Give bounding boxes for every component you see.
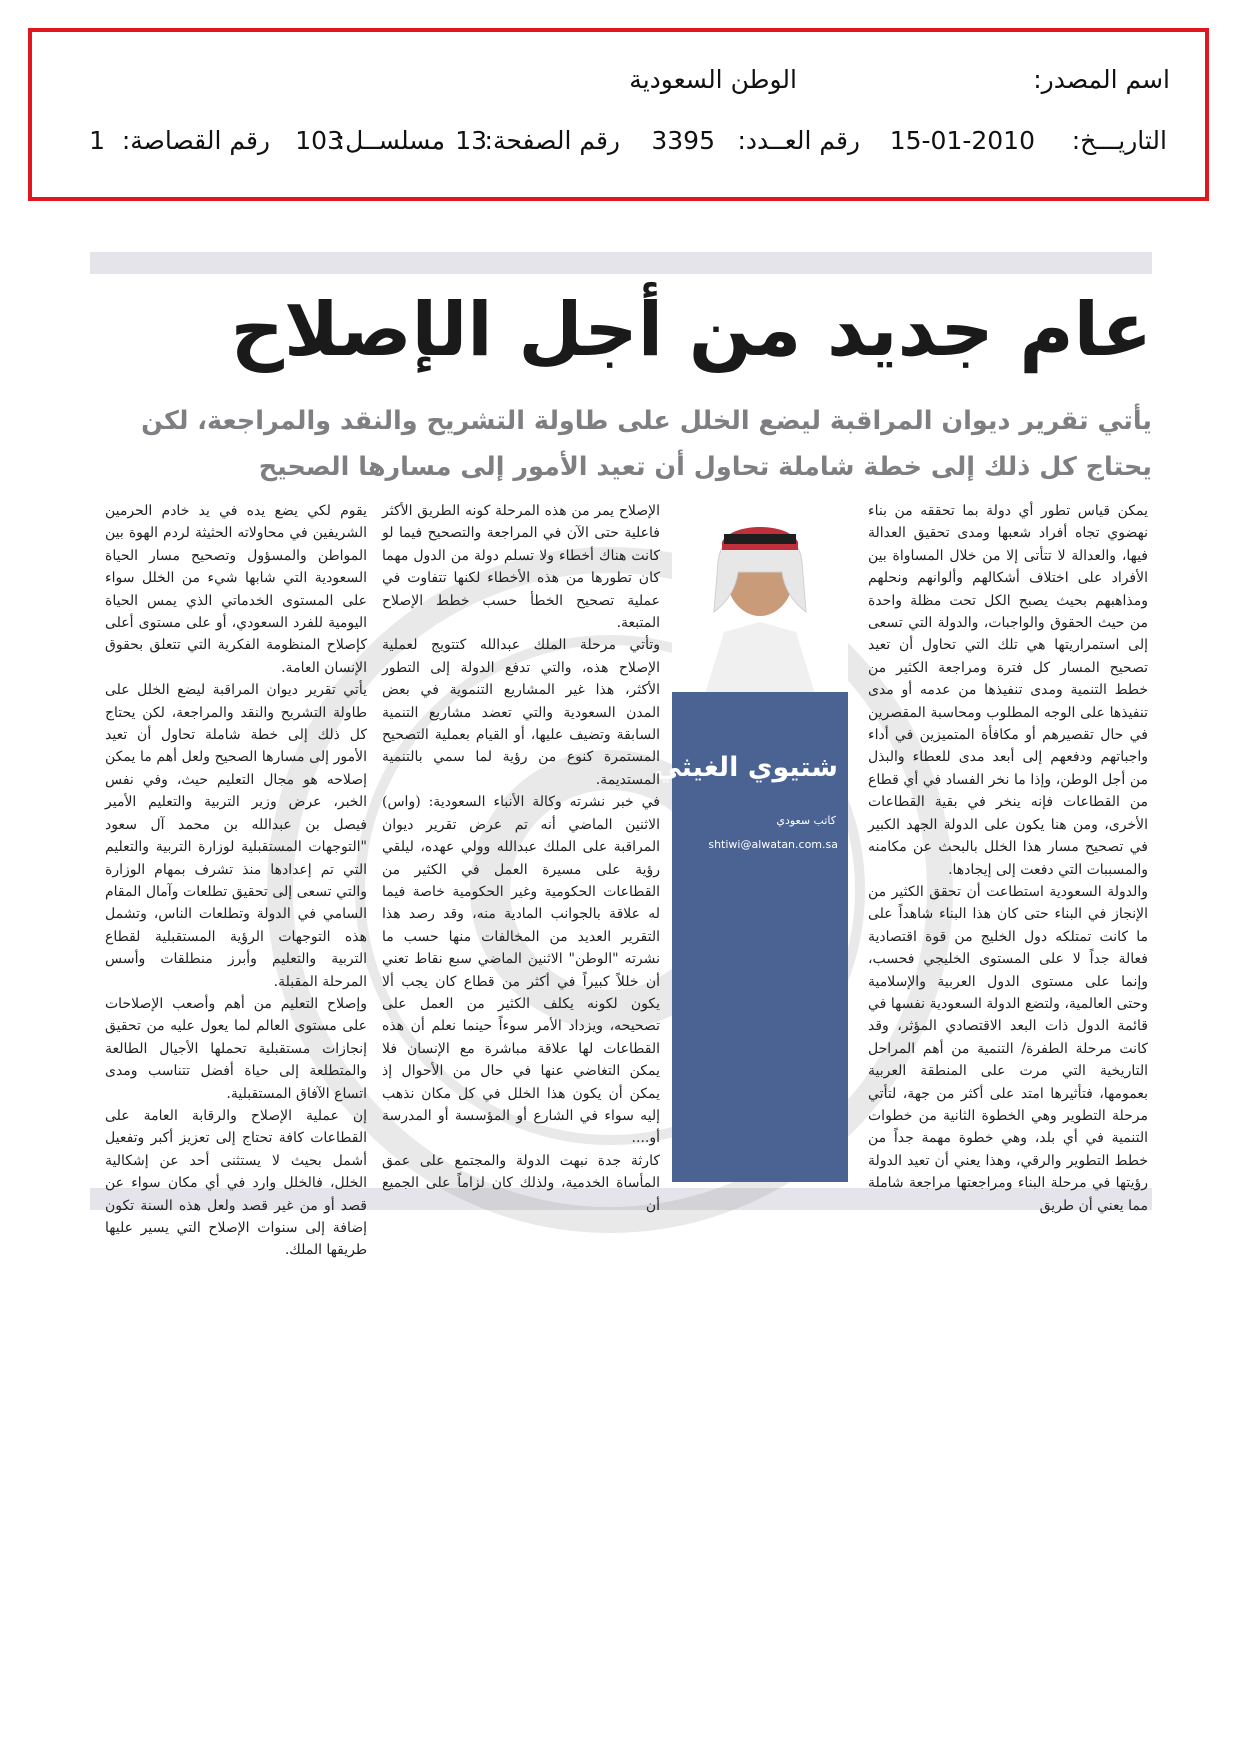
page-label: رقم الصفحة: [484, 126, 620, 155]
paragraph: يأتي تقرير ديوان المراقبة ليضع الخلل على طاولة التشريح والنقد والمراجعة، لكن يحتاج كل ذلك إلى خطة شاملة تحاول أن تعيد الأمور إلى مسارها الصحيح ولعل أهم ما يمكن إصلاحه هو مجال التعليم حيث، وفي نفس الخبر، عرض وزير التربية والتعليم الأمير فيصل بن عبدالله بن محمد آل سعود "التوجهات المستقبلية لوزارة التربية والتعليم التي تم إعدادها منذ تشرف بمهام الوزارة والتي تسعى إلى تحقيق تطلعات وآمال المقام السامي في الدولة وتطلعات الناس، وتشمل هذه التوجهات الرؤية المستقبلية لقطاع التربية والتعليم وأبرز منطلقات وأسس المرحلة المقبلة. [105, 682, 367, 990]
paragraph: في خبر نشرته وكالة الأنباء السعودية: (واس) الاثنين الماضي أنه تم عرض تقرير ديوان المراقبة على الملك عبدالله وولي عهده، ليلقي رؤية على مسيرة العمل في الكثير من القطاعات الحكومية وغير الحكومية خاصة فيما له علاقة بالجوانب المادية منه، وقد رصد هذا التقرير العديد من المخالفات منها حسب ما نشرته "الوطن" الاثنين الماضي سبع نقاط تعني أن خللاً كبيراً في أكثر من قطاع كان يجب ألا يكون لكونه يكلف الكثير من العمل على تصحيحه، ويزداد الأمر سوءاً حينما نعلم أن هذه القطاعات لها علاقة مباشرة مع الإنسان فلا يمكن التغاضي عنها في حال من الأحوال إذ يمكن أن يكون هذا الخلل في كل مكان نذهب إليه سواء في الشارع أو المؤسسة أو المدرسة أو.... [382, 794, 660, 1147]
paragraph: وإصلاح التعليم من أهم وأصعب الإصلاحات على مستوى العالم لما يعول عليه من تحقيق إنجازات مستقبلية تحملها الأجيال الطالعة والمتطلعة إلى حياة أفضل تتناسب ومدى اتساع الآفاق المستقبلية. [105, 995, 367, 1102]
author-role: كاتب سعودي [776, 814, 836, 827]
clip-label: رقم القصاصة: [121, 126, 270, 155]
source-value: الوطن السعودية [629, 65, 797, 94]
date-label: التاريـــخ: [1071, 126, 1167, 155]
source-row [32, 65, 1205, 105]
paragraph: يقوم لكي يضع يده في يد خادم الحرمين الشريفين في محاولاته الحثيثة لردم الهوة بين المواطن والمسؤول وتصحيح مسار الحياة السعودية التي شابها شيء من الخلل سواء على المستوى الخدماتي الذي يمس الحياة اليومية للفرد السعودي، أو على مستوى أعلى كإصلاح المنظومة الفكرية التي تتعلق بحقوق الإنسان العامة. [105, 503, 367, 676]
article-column-2 [382, 500, 660, 1214]
paragraph: كارثة جدة نبهت الدولة والمجتمع على عمق المأساة الخدمية، ولذلك كان لزاماً على الجميع أن [382, 1152, 660, 1214]
article-column-1 [868, 500, 1148, 1214]
author-email: shtiwi@alwatan.com.sa [708, 838, 838, 851]
date-value: 15-01-2010 [889, 126, 1035, 155]
issue-info-row [32, 126, 1205, 166]
author-card [654, 692, 848, 1182]
page-value: 13 [455, 126, 487, 155]
clipping-top-bar [90, 252, 1152, 274]
article-subheadline: يأتي تقرير ديوان المراقبة ليضع الخلل على طاولة التشريح والنقد والمراجعة، لكن يحتاج كل ذلك إلى خطة شاملة تحاول أن تعيد الأمور إلى مسارها الصحيح [141, 406, 1152, 482]
author-photo [672, 482, 848, 704]
paragraph: يمكن قياس تطور أي دولة بما تحققه من بناء نهضوي تجاه أفراد شعبها ومدى تحقيق العدالة فيها، والعدالة لا تتأتى إلا من خلال المساواة بين الأفراد على اختلاف أشكالهم وألوانهم ونحلهم ومذاهبهم بحيث يصبح الكل تحت مظلة واحدة من حيث الحقوق والواجبات، والدولة التي تسعى إلى استمراريتها هي تلك التي تحاول أن تعيد تصحيح المسار كل فترة ومراجعة الكثير من خطط التنمية ومدى تنفيذها من عدمه أو مدى تنفيذها على الوجه المطلوب ومحاسبة المقصرين في حال تقصيرهم أو مكافأة المتميزين في أداء واجباتهم ودفعهم إلى أبعد مدى للعطاء والبذل من أجل الوطن، وإذا ما نخر الفساد في أي قطاع من القطاعات فإنه ينخر في بقية القطاعات الأخرى، ومن هنا يكون على الدولة الجهد الكبير في تصحيح مسار هذا الخلل بالبحث عن مكامنه والمسببات التي دفعت إلى إيجادها. [868, 503, 1148, 878]
paragraph: الإصلاح يمر من هذه المرحلة كونه الطريق الأكثر فاعلية حتى الآن في المراجعة والتصحيح فيما لو كانت هناك أخطاء ولا تسلم دولة من الدول مهما كان تطورها من هذه الأخطاء لكنها تتفاوت في عملية تصحيح الخطأ حسب خطط الإصلاح المتبعة. [382, 503, 660, 632]
issue-value: 3395 [651, 126, 715, 155]
clipping-metadata-box [28, 28, 1209, 201]
paragraph: والدولة السعودية استطاعت أن تحقق الكثير من الإنجاز في البناء حتى كان هذا البناء شاهداً على ما كانت تمتلكه دول الخليج من قوة اقتصادية فعالة جداً لا على المستوى الخليجي فحسب، وإنما على مستوى الدول العربية والإسلامية وحتى العالمية، ولتضع الدولة السعودية نفسها في قائمة الدول ذات البعد الاقتصادي المؤثر، وقد كانت مرحلة الطفرة/ التنمية من أهم المراحل التاريخية التي مرت على المنطقة العربية بعمومها، فتأثيرها امتد على أكثر من جهة، لتأتي مرحلة التطوير وهي الخطوة الثانية من خطوات التنمية في أي بلد، وهي خطوة مهمة جداً من خطط التطوير والرقي، وهذا يعني أن تعيد الدولة رؤيتها في مرحلة البناء ومراجعتها مراجعة شاملة مما يعني أن طريق [868, 883, 1148, 1214]
author-name: شتيوي الغيثي [654, 752, 838, 783]
serial-value: 103 [295, 126, 343, 155]
article-headline: عام جديد من أجل الإصلاح [230, 287, 1152, 373]
paragraph: وتأتي مرحلة الملك عبدالله كتتويج لعملية الإصلاح هذه، والتي تدفع الدولة إلى التطور الأكثر، هذا غير المشاريع التنموية في بعض المدن السعودية والتي تعضد مشاريع التنمية السابقة وتضيف عليها، أو القيام بعملية التصحيح المستمرة كنوع من رؤية لما سمي بالتنمية المستديمة. [382, 637, 660, 788]
issue-label: رقم العــدد: [737, 126, 860, 155]
paragraph: إن عملية الإصلاح والرقابة العامة على القطاعات كافة تحتاج إلى تعزيز أكبر وتفعيل أشمل بحيث لا يستثنى أحد عن إشكالية الخلل، فالخلل وارد في أي مكان سواء عن قصد أو من غير قصد ولعل هذه السنة تكون إضافة إلى سنوات الإصلاح التي يسير عليها طريقها الملك. [105, 1107, 367, 1259]
serial-label: مسلســل: [336, 126, 445, 155]
source-label: اسم المصدر: [1033, 65, 1170, 94]
article-column-3 [105, 500, 367, 1259]
clip-value: 1 [89, 126, 105, 155]
